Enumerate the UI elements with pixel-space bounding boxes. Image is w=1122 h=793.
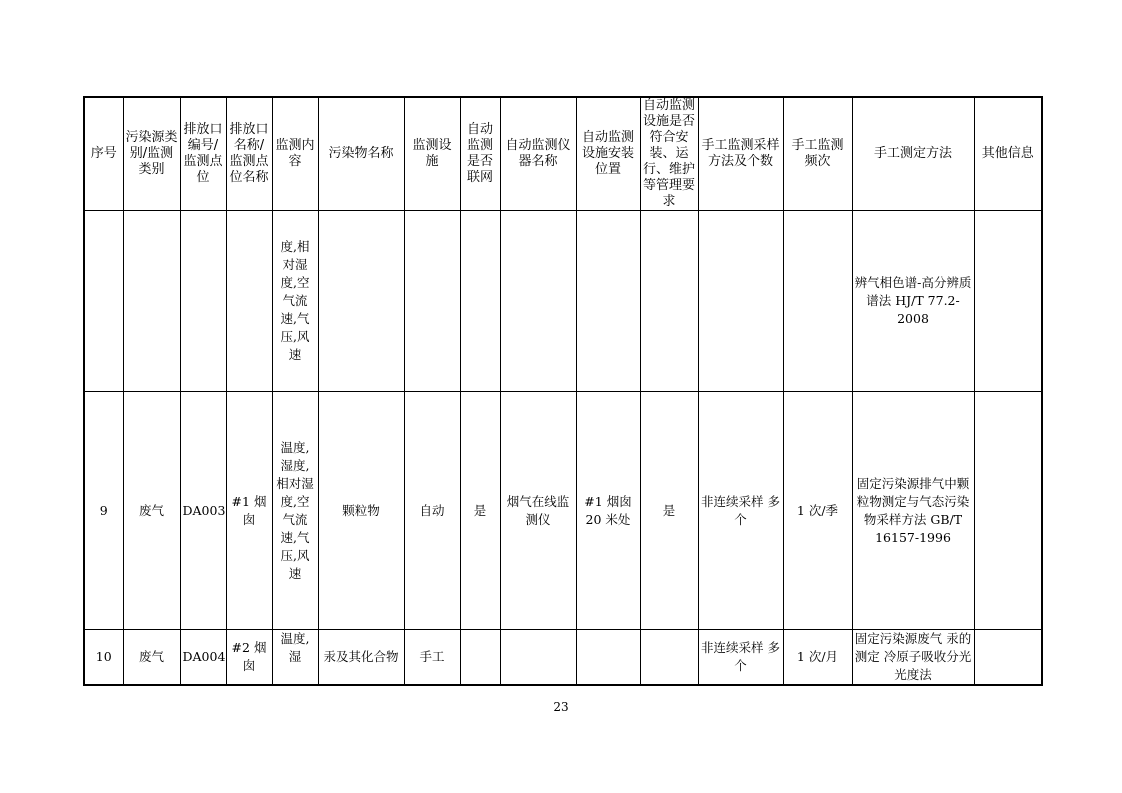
header-no: 序号 [84, 97, 123, 211]
cell-no: 9 [84, 392, 123, 630]
cell-location: #1 烟囱 20 米处 [576, 392, 640, 630]
cell-method: 固定污染源废气 汞的测定 冷原子吸收分光光度法 [852, 630, 974, 686]
cell-sampling: 非连续采样 多个 [698, 630, 783, 686]
cell-outlet-name: #1 烟囱 [226, 392, 272, 630]
cell-pollutant: 汞及其化合物 [318, 630, 404, 686]
header-row [84, 97, 1042, 211]
header-location: 自动监测设施安装位置 [576, 97, 640, 211]
page-number: 23 [553, 700, 569, 714]
header-pollutant: 污染物名称 [318, 97, 404, 211]
cell-content: 温度,湿 [272, 630, 318, 686]
header-networked: 自动监测是否联网 [460, 97, 500, 211]
cell-content: 度,相对湿度,空气流速,气压,风速 [272, 211, 318, 392]
header-content: 监测内容 [272, 97, 318, 211]
cell-networked: 是 [460, 392, 500, 630]
cell-frequency: 1 次/月 [783, 630, 852, 686]
cell-method: 固定污染源排气中颗粒物测定与气态污染物采样方法 GB/T 16157-1996 [852, 392, 974, 630]
header-frequency: 手工监测频次 [783, 97, 852, 211]
header-instrument: 自动监测仪器名称 [500, 97, 576, 211]
cell-no: 10 [84, 630, 123, 686]
cell-outlet-name: #2 烟囱 [226, 630, 272, 686]
cell-compliant: 是 [640, 392, 698, 630]
monitoring-table [83, 96, 1043, 686]
header-compliant: 自动监测设施是否符合安装、运行、维护等管理要求 [640, 97, 698, 211]
table-row [84, 630, 1042, 686]
cell-category: 废气 [123, 392, 180, 630]
cell-sampling: 非连续采样 多个 [698, 392, 783, 630]
header-outlet-name: 排放口名称/监测点位名称 [226, 97, 272, 211]
cell-outlet-code: DA003 [180, 392, 226, 630]
header-facility: 监测设施 [404, 97, 460, 211]
header-sampling: 手工监测采样方法及个数 [698, 97, 783, 211]
cell-category: 废气 [123, 630, 180, 686]
cell-instrument: 烟气在线监测仪 [500, 392, 576, 630]
cell-facility: 手工 [404, 630, 460, 686]
cell-pollutant: 颗粒物 [318, 392, 404, 630]
header-other: 其他信息 [974, 97, 1042, 211]
cell-facility: 自动 [404, 392, 460, 630]
header-category: 污染源类别/监测类别 [123, 97, 180, 211]
cell-outlet-code: DA004 [180, 630, 226, 686]
header-method: 手工测定方法 [852, 97, 974, 211]
cell-content: 温度,湿度,相对湿度,空气流速,气压,风速 [272, 392, 318, 630]
table-row [84, 392, 1042, 630]
cell-frequency: 1 次/季 [783, 392, 852, 630]
table-row [84, 211, 1042, 392]
cell-method: 辨气相色谱-高分辨质谱法 HJ/T 77.2-2008 [852, 211, 974, 392]
header-outlet-code: 排放口编号/监测点位 [180, 97, 226, 211]
